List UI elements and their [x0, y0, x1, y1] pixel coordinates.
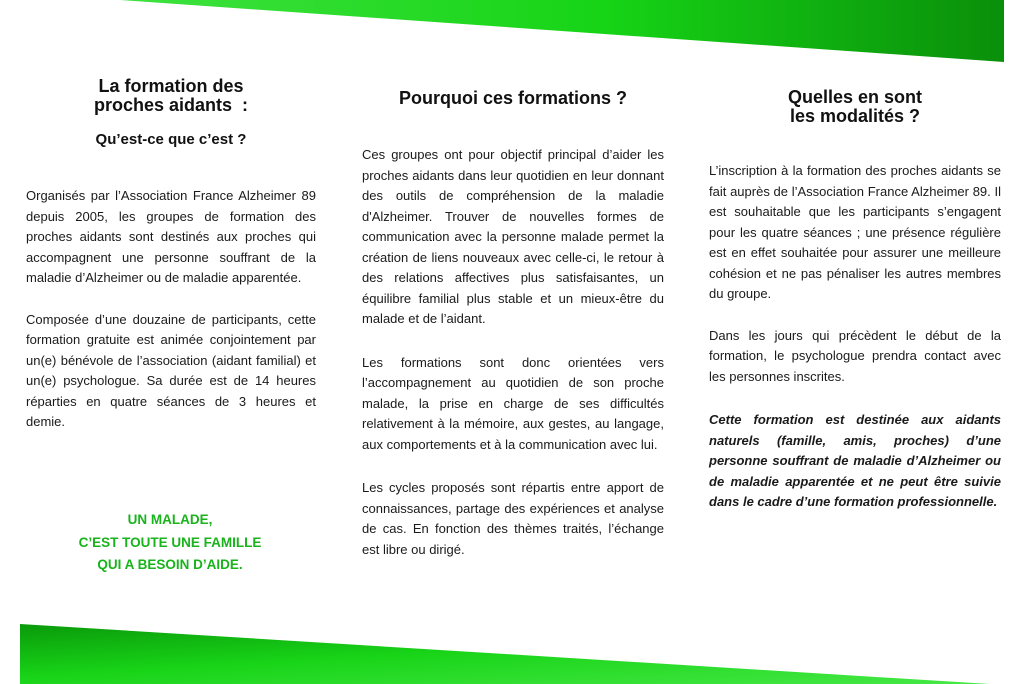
column3-note: Cette formation est destinée aux aidants naturels (famille, amis, proches) d’une personne souffrant de maladie d’Alzheimer ou de maladie apparentée et ne peut être suivie dans le cadre d’une formation professionnelle.: [709, 412, 1001, 509]
column1-paragraph1: Organisés par l’Association France Alzheimer 89 depuis 2005, les groupes de formation des proches aidants sont destinés aux proches qui accompagnent une personne souffrant de la maladie d’Alzheimer ou de maladie apparentée.: [26, 188, 316, 285]
column3-title: [709, 88, 1001, 126]
column1-subtitle: Qu’est-ce que c’est ?: [95, 131, 247, 148]
column-how: [709, 88, 1001, 513]
slogan-line3: QUI A BESOIN D’AIDE.: [97, 557, 243, 572]
column1-title-line1: La formation des: [98, 76, 244, 96]
column-what-is-it: [26, 77, 316, 433]
slogan-line2: C’EST TOUTE UNE FAMILLE: [78, 534, 262, 550]
column2-paragraph3: Les cycles proposés sont répartis entre apport de connaissances, partage des expériences et analyse de cas. En fonction des thèmes traités, l’échange est libre ou dirigé.: [362, 480, 664, 557]
column1-title-line2: proches aidants :: [93, 95, 249, 115]
column2-title: Pourquoi ces formations ?: [398, 88, 628, 108]
column1-title: [26, 77, 316, 115]
column1-paragraph2: Composée d’une douzaine de participants, cette formation gratuite est animée conjointement par un(e) bénévole de l’association (aidant familial) et un(e) psychologue. Sa durée est de 14 heures réparties en quatre séances de 3 heures et demie.: [26, 311, 316, 429]
column3-paragraph2: Dans les jours qui précèdent le début de la formation, le psychologue prendra contact avec les personnes inscrites.: [709, 327, 1001, 384]
column2-paragraph1: Ces groupes ont pour objectif principal d’aider les proches aidants dans leur quotidien en leur donnant des outils de compréhension de la maladie d'Alzheimer. Trouver de nouvelles formes de communication avec la personne malade permet la création de liens nouveaux avec celle-ci, le retour à des relations affectives plus satisfaisantes, un équilibre familial plus stable et un mieux-être du malade et de l’aidant.: [362, 147, 664, 326]
slogan-line1: UN MALADE,: [127, 512, 213, 527]
column2-paragraph2: Les formations sont donc orientées vers l’accompagnement au quotidien de son proche malade, la prise en charge de ses difficultés relativement à la mémoire, aux gestes, au langage, aux comportements et à la communication avec lui.: [362, 354, 664, 452]
column-why: [362, 89, 664, 560]
column3-paragraph1: L’inscription à la formation des proches aidants se fait auprès de l’Association France Alzheimer 89. Il est souhaitable que les participants s’engagent pour les quatre séances ; une présence régulière est en effet souhaitée pour assurer une meilleure cohésion et ne pas pénaliser les autres membres du groupe.: [709, 163, 1001, 301]
slogan: [60, 509, 280, 577]
column3-title-line2: les modalités ?: [789, 106, 921, 126]
column3-title-line1: Quelles en sont: [787, 87, 923, 107]
